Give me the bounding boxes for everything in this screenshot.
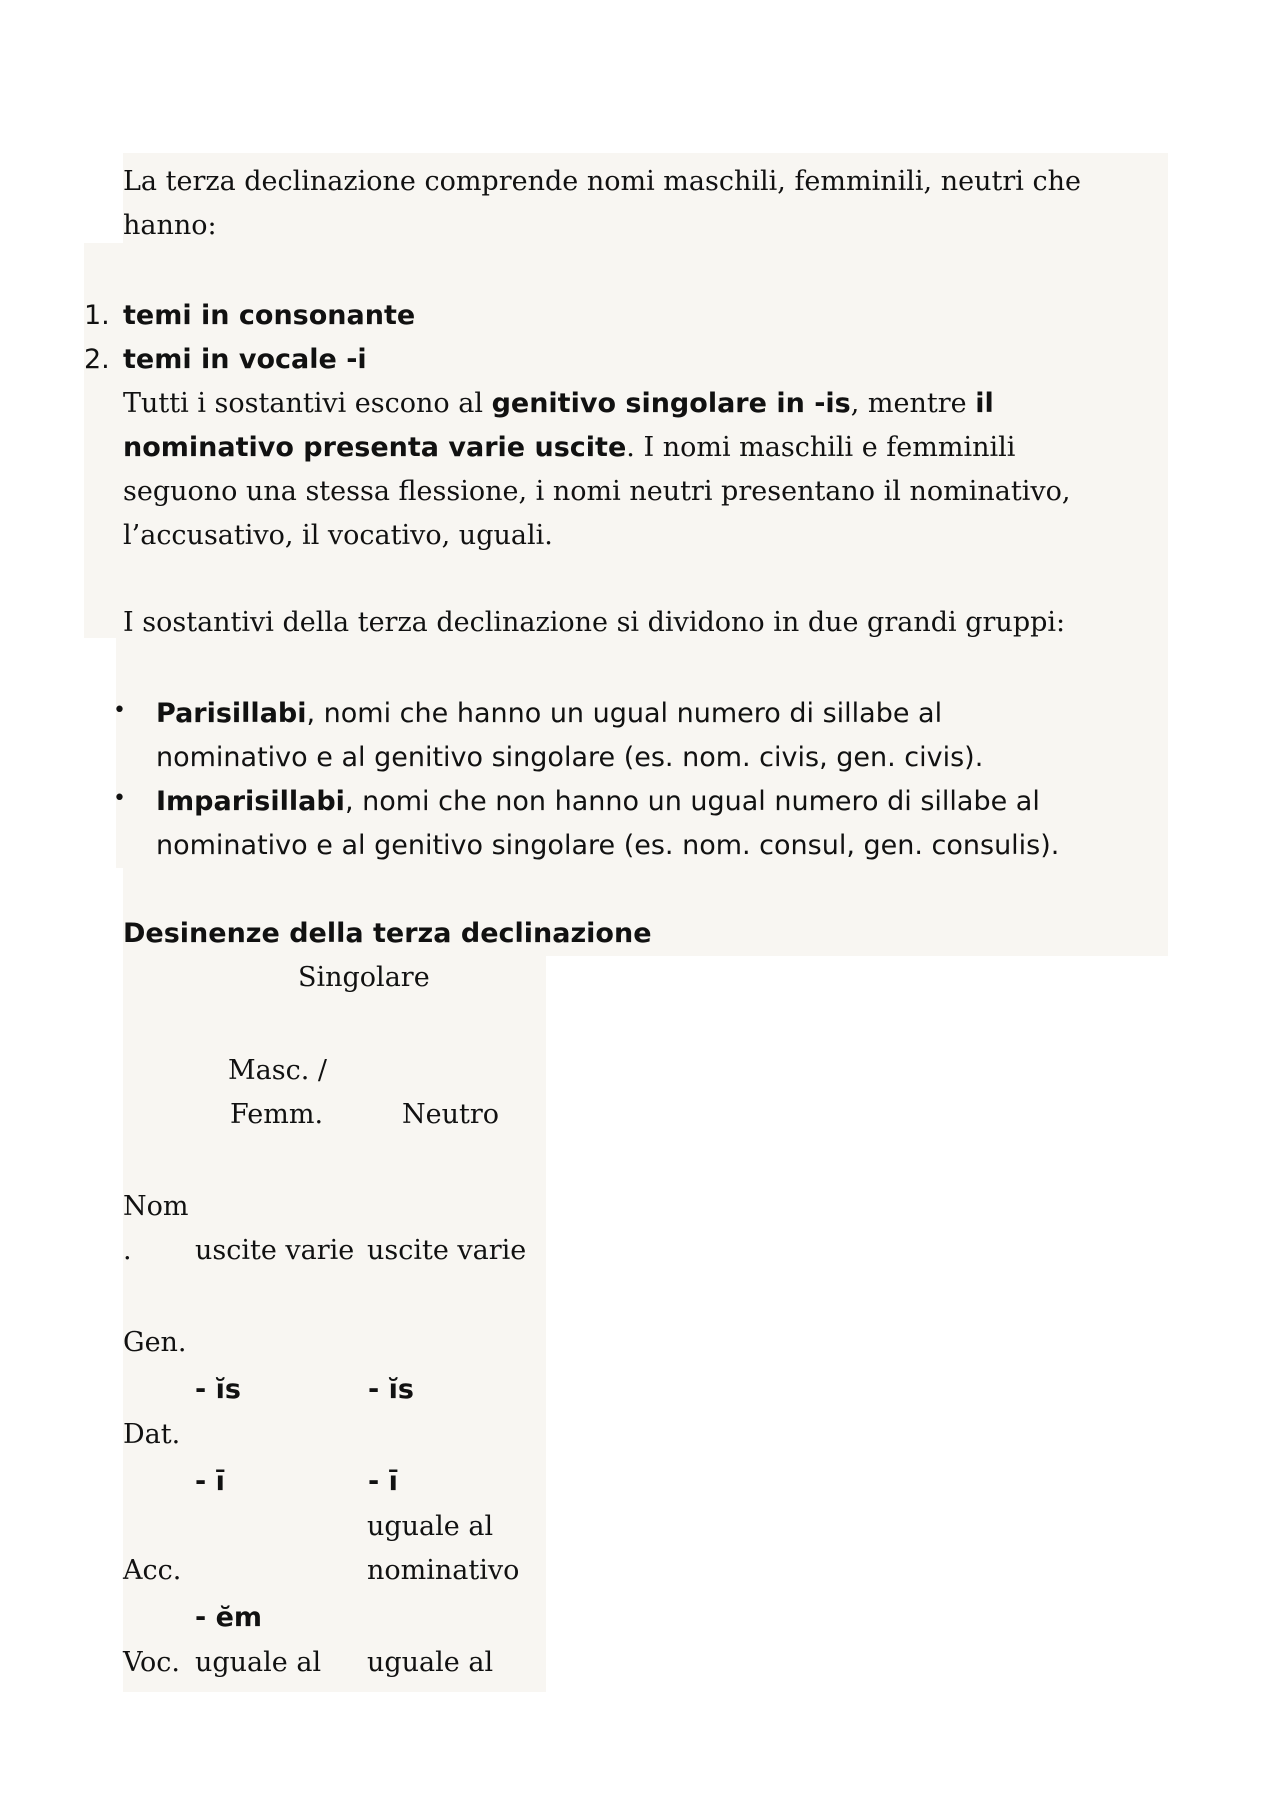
nom-masc-femm: uscite varie [195,1235,355,1266]
dat-neutro: - ī [368,1466,398,1497]
table-heading: Desinenze della terza declinazione [123,918,652,949]
p2-bold-nominativo: nominativo presenta varie uscite [123,432,627,463]
row-label-voc: Voc. [123,1647,180,1678]
bullet-dot-2: • [113,786,126,811]
table-header-masc-femm-1: Masc. / [228,1055,327,1086]
table-header-masc-femm-2: Femm. [230,1099,324,1130]
bullet-item-1-line-2: nominativo e al genitivo singolare (es. nom. civis, gen. civis). [156,742,984,773]
gen-neutro: - ĭs [368,1374,414,1405]
paragraph3: I sostantivi della terza declinazione si dividono in due grandi gruppi: [123,607,1066,638]
row-label-nom-2: . [123,1235,132,1266]
table-header-singolare: Singolare [298,962,430,993]
acc-masc-femm: - ĕm [195,1602,263,1633]
voc-neutro: uguale al [367,1647,494,1678]
row-label-acc: Acc. [123,1555,182,1586]
list-marker-2: 2. [84,344,110,375]
voc-masc-femm: uguale al [195,1647,322,1678]
row-label-dat: Dat. [123,1419,181,1450]
paragraph2-line-4: l’accusativo, il vocativo, uguali. [123,520,553,551]
term-imparisillabi: Imparisillabi [156,786,345,817]
dat-masc-femm: - ī [195,1466,225,1497]
term-parisillabi: Parisillabi [156,698,307,729]
gen-masc-femm: - ĭs [195,1374,241,1405]
intro-line-1: La terza declinazione comprende nomi maschili, femminili, neutri che [123,166,1081,197]
bullet-dot-1: • [113,698,126,723]
bullet-item-2-line-2: nominativo e al genitivo singolare (es. nom. consul, gen. consulis). [156,830,1060,861]
table-header-neutro: Neutro [402,1099,500,1130]
paragraph2-line-3: seguono una stessa flessione, i nomi neutri presentano il nominativo, [123,476,1071,507]
nom-neutro: uscite varie [367,1235,527,1266]
intro-line-2: hanno: [123,210,217,241]
paragraph2-line-2 [123,426,1015,470]
p2-bold-genitivo: genitivo singolare in -is [491,388,851,419]
p2-bold-il: il [975,388,994,419]
bullet-item-2-line-1 [156,780,1040,824]
row-label-gen: Gen. [123,1327,187,1358]
acc-neutro-2: nominativo [367,1555,520,1586]
acc-neutro-1: uguale al [367,1511,494,1542]
p2-text-a: Tutti i sostantivi escono al [123,388,492,419]
bullet-2-rest: , nomi che non hanno un ugual numero di sillabe al [344,786,1040,817]
list-item-1: temi in consonante [123,300,416,331]
list-item-2: temi in vocale -i [123,344,367,375]
highlight-block-left-b [116,638,124,868]
p2-text-d: . I nomi maschili e femminili [626,432,1016,463]
list-marker-1: 1. [84,300,110,331]
bullet-item-1-line-1 [156,692,942,736]
row-label-nom-1: Nom [123,1191,189,1222]
bullet-1-rest: , nomi che hanno un ugual numero di sillabe al [306,698,943,729]
paragraph2-line-1 [123,382,994,426]
p2-text-c: , mentre [850,388,976,419]
